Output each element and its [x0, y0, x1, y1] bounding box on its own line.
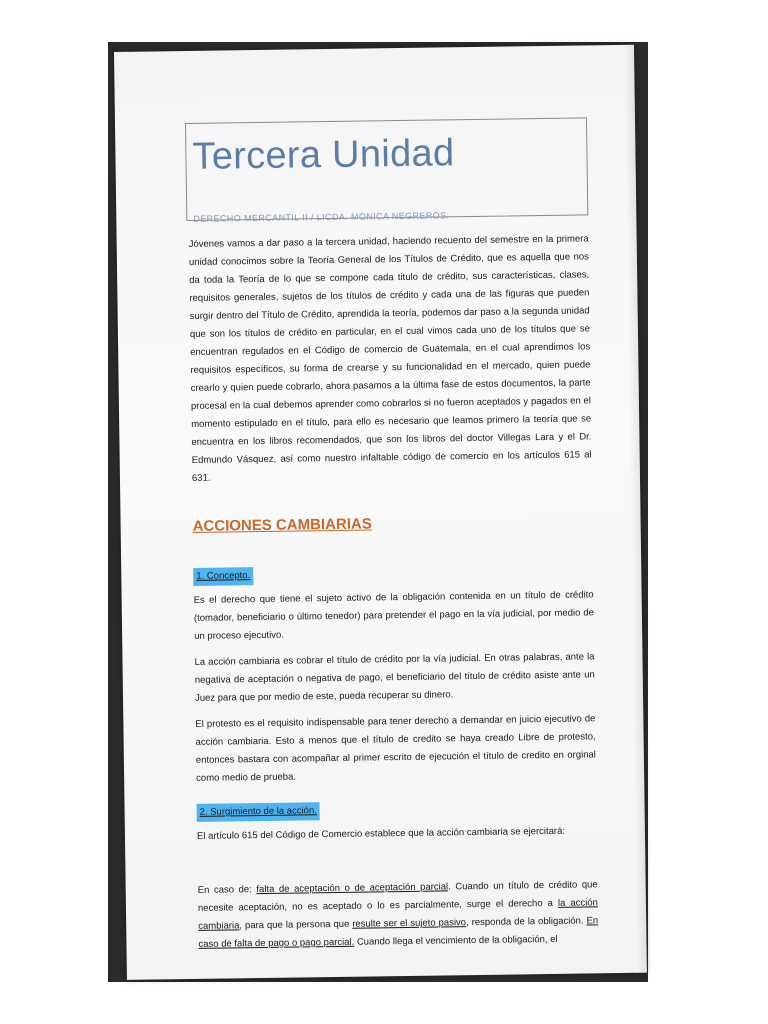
concept-heading: 1. Concepto. [193, 567, 253, 586]
case-text-4: , responda de la obligación. [465, 915, 587, 929]
case-underline-3: resulte ser el sujeto pasivo [352, 917, 467, 930]
document-body [189, 230, 599, 962]
case-text-3: , para que la persona que [239, 918, 353, 932]
page-title: Tercera Unidad [192, 132, 455, 178]
case-underline-2: la acción cambiaria [198, 897, 599, 932]
case-paragraph [198, 876, 599, 954]
document-page [114, 45, 647, 980]
origin-intro: El artículo 615 del Código de Comercio establece que la acción cambiaria se ejercitará: [196, 825, 566, 842]
concept-paragraph-2: La acción cambiaria es cobrar el título de crédito por la vía judicial. En otras palabras, ante la negativa de aceptación o negativa de pago, el beneficiario del título de crédito asiste ante un Juez para que por medio de este, pueda recuperar su dinero. [194, 651, 595, 704]
course-subtitle: DERECHO MERCANTIL II / LICDA. MONICA NEGREROS. [193, 210, 450, 224]
title-box [185, 117, 588, 224]
concept-paragraph-1: Es el derecho que tiene el sujeto activo de la obligación contenida en un título de crédito (tomador, beneficiario o último tenedor) para pretender el pago en la vía judicial, por medio de un proceso ejecutivo. [193, 589, 594, 642]
intro-paragraph: Jóvenes vamos a dar paso a la tercera unidad, haciendo recuento del semestre en la primera unidad conocimos sobre la Teoría General de los Títulos de Crédito, que es aquella que nos da toda la Teoría de lo que se compone cada titulo de crédito, sus características, clases, requisitos generales, sujetos de los títulos de crédito y cada una de las figuras que pueden surgir dentro del Título de Crédito, aprendida la teoría, podemos dar paso a la segunda unidad que son los títulos de crédito en particular, en el cual vimos cada uno de los títulos que se encuentran regulados en el Código de comercio de Guatemala, en el cual aprendimos los requisitos específicos, su forma de crearse y su funcionalidad en el mercado, quien puede crearlo y quien puede cobrarlo, ahora pasamos a la última fase de estos documentos, la parte procesal en la cual debemos aprender como cobrarlos si no fueron aceptados y pagados en el momento estipulado en el título, para ello es necesario que leamos primero la teoría que se encuentra en los libros recomendados, que son los libros del doctor Villegas Lara y el Dr. Edmundo Vásquez, así como nuestro infaltable código de comercio en los artículos 615 al 631. [188, 233, 592, 484]
case-text-5: Cuando llega el vencimiento de la obligación, el [354, 933, 558, 948]
case-underline-4: En caso de falta de pago o pago parcial. [198, 915, 599, 950]
section-heading: ACCIONES CAMBIARIAS [192, 515, 372, 535]
origin-heading: 2. Surgimiento de la acción. [197, 802, 320, 822]
case-underline-1: falta de aceptación o de aceptación parcial [256, 881, 449, 896]
concept-paragraph-3: El protesto es el requisito indispensable para tener derecho a demandar en juicio ejecutivo de acción cambiaria. Esto a menos que el título de credito se haya creado Libre de protesto, entonces bastara con acompañar al primer escrito de ejecución el título de credito en orginal como medio de prueba. [195, 713, 596, 784]
case-text-2: . Cuando un título de crédito que necesite aceptación, no es aceptado o lo es parcialmente, surge el derecho a [197, 879, 598, 914]
case-text-1: En caso de: [197, 884, 257, 896]
